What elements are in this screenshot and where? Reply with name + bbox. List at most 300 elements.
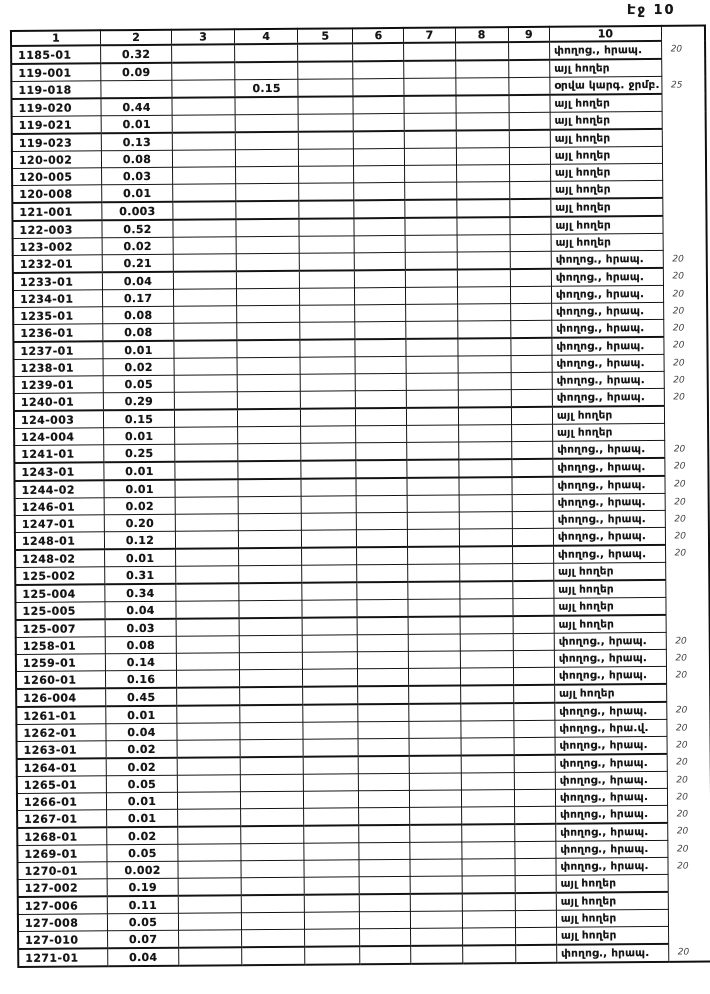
parcel-code: 1238-01 <box>14 359 104 377</box>
empty-cell <box>298 79 353 97</box>
area-value: 0.07 <box>107 930 178 948</box>
empty-cell <box>510 251 551 269</box>
empty-cell <box>510 235 551 252</box>
area-value: 0.003 <box>102 202 173 221</box>
empty-cell <box>407 460 458 478</box>
empty-cell <box>411 893 462 911</box>
column-header: 5 <box>298 28 353 43</box>
empty-cell <box>176 618 239 636</box>
empty-cell <box>461 773 514 790</box>
empty-cell <box>405 148 456 165</box>
parcel-code: 1248-01 <box>15 532 105 550</box>
empty-cell <box>408 529 459 547</box>
empty-cell <box>358 738 409 756</box>
empty-cell <box>515 893 556 911</box>
parcel-code: 1268-01 <box>17 827 107 845</box>
empty-cell <box>510 338 551 356</box>
col4-value <box>237 322 300 340</box>
empty-cell <box>302 617 357 635</box>
margin-annotation: 20 <box>673 391 686 402</box>
empty-cell <box>300 340 355 358</box>
empty-cell <box>513 667 554 685</box>
empty-cell <box>175 479 238 497</box>
margin-annotation <box>662 111 706 130</box>
empty-cell <box>354 236 405 253</box>
empty-cell <box>515 927 556 945</box>
empty-cell <box>175 514 238 531</box>
land-use-label: այլ հողեր <box>550 146 662 164</box>
empty-cell <box>300 270 355 288</box>
margin-annotation <box>666 614 710 633</box>
empty-cell <box>508 42 549 60</box>
empty-cell <box>406 321 457 339</box>
col4-value <box>241 826 304 844</box>
empty-cell <box>177 653 240 670</box>
empty-cell <box>457 269 510 287</box>
parcel-code: 1262-01 <box>16 724 106 742</box>
margin-annotation: 20 <box>672 271 685 282</box>
land-use-label: փողոց., հրապ. <box>555 805 667 823</box>
empty-cell <box>509 147 550 164</box>
empty-cell <box>460 685 513 703</box>
empty-cell <box>515 910 556 927</box>
empty-cell <box>302 600 357 618</box>
land-use-label: փողոց., հրապ. <box>555 788 667 806</box>
area-value: 0.04 <box>105 601 176 619</box>
area-value: 0.14 <box>105 654 176 672</box>
area-value: 0.02 <box>103 358 174 376</box>
empty-cell <box>459 529 512 547</box>
land-use-label: այլ հողեր <box>556 892 668 910</box>
col4-value <box>238 479 301 497</box>
empty-cell <box>359 773 410 790</box>
area-value: 0.01 <box>103 341 174 359</box>
parcel-code: 124-004 <box>14 428 104 446</box>
empty-cell <box>173 150 236 167</box>
parcel-code: 120-002 <box>12 151 102 169</box>
area-value: 0.08 <box>105 636 176 654</box>
empty-cell <box>511 389 552 407</box>
empty-cell <box>176 531 239 549</box>
empty-cell <box>458 373 511 390</box>
parcel-code: 1264-01 <box>17 759 107 777</box>
header-margin-spacer <box>661 25 705 41</box>
col4-value <box>241 895 304 913</box>
empty-cell <box>301 496 356 513</box>
empty-cell <box>462 859 515 876</box>
area-value: 0.31 <box>105 566 176 584</box>
parcel-code: 125-007 <box>16 619 106 637</box>
empty-cell <box>457 321 510 339</box>
parcel-code: 125-002 <box>15 567 105 585</box>
empty-cell <box>408 582 459 600</box>
margin-annotation <box>668 926 710 945</box>
empty-cell <box>513 598 554 616</box>
empty-cell <box>356 408 407 426</box>
margin-annotation: 20 <box>675 669 688 680</box>
empty-cell <box>174 306 237 323</box>
land-use-label: փողոց., հրապ. <box>552 319 664 337</box>
empty-cell <box>459 581 512 599</box>
empty-cell <box>355 252 406 270</box>
margin-annotation <box>662 146 706 164</box>
empty-cell <box>509 130 550 148</box>
land-use-label: այլ հողեր <box>551 180 663 198</box>
empty-cell <box>298 96 353 114</box>
col4-value <box>240 791 303 808</box>
empty-cell <box>460 703 513 721</box>
empty-cell <box>354 131 405 149</box>
empty-cell <box>358 652 409 669</box>
area-value: 0.29 <box>103 392 174 410</box>
empty-cell <box>408 495 459 512</box>
land-use-label: փողոց., հրապ. <box>556 858 668 876</box>
empty-cell <box>357 582 408 600</box>
empty-cell <box>457 338 510 356</box>
empty-cell <box>359 876 410 894</box>
empty-cell <box>358 721 409 738</box>
empty-cell <box>354 165 405 182</box>
empty-cell <box>409 738 460 756</box>
empty-cell <box>303 686 358 704</box>
col4-value <box>238 461 301 479</box>
land-use-label: փողոց., հրապ. <box>552 354 664 372</box>
area-value: 0.25 <box>104 445 175 463</box>
empty-cell <box>304 791 359 808</box>
empty-cell <box>512 494 553 511</box>
empty-cell <box>353 61 404 79</box>
col4-value <box>238 513 301 530</box>
parcel-code: 119-018 <box>11 81 101 99</box>
empty-cell <box>299 236 354 253</box>
empty-cell <box>178 895 241 913</box>
empty-cell <box>305 912 360 929</box>
empty-cell <box>406 304 457 321</box>
empty-cell <box>456 130 509 148</box>
empty-cell <box>304 825 359 843</box>
empty-cell <box>355 321 406 339</box>
col4-value <box>235 62 298 80</box>
land-use-label: այլ հողեր <box>556 909 668 927</box>
land-use-label: փողոց., հրապ. <box>553 545 665 563</box>
empty-cell <box>406 270 457 288</box>
empty-cell <box>410 807 461 825</box>
margin-annotation <box>666 597 710 616</box>
empty-cell <box>514 737 555 755</box>
land-use-label: այլ հողեր <box>550 94 662 112</box>
empty-cell <box>359 842 410 859</box>
margin-annotation: 20 <box>674 444 686 455</box>
margin-annotation: 20 <box>676 791 689 802</box>
empty-cell <box>179 947 242 965</box>
empty-cell <box>179 930 242 948</box>
parcel-code: 1259-01 <box>16 654 106 672</box>
col4-value <box>238 444 301 462</box>
empty-cell <box>410 859 461 876</box>
empty-cell <box>405 182 456 200</box>
land-use-label: այլ հողեր <box>554 597 666 615</box>
empty-cell <box>404 78 455 96</box>
parcel-code: 1237-01 <box>13 342 103 360</box>
area-value: 0.08 <box>103 306 174 324</box>
parcel-code: 1260-01 <box>16 671 106 689</box>
table-container <box>10 25 710 968</box>
empty-cell <box>357 599 408 617</box>
col4-value <box>237 288 300 305</box>
empty-cell <box>299 183 354 201</box>
empty-cell <box>456 95 509 113</box>
empty-cell <box>405 165 456 182</box>
area-value: 0.03 <box>105 619 176 637</box>
empty-cell <box>300 322 355 340</box>
empty-cell <box>172 80 235 98</box>
parcel-code: 1269-01 <box>17 845 107 863</box>
empty-cell <box>510 320 551 338</box>
land-use-label: այլ հողեր <box>550 111 662 129</box>
empty-cell <box>303 704 358 722</box>
empty-cell <box>406 252 457 270</box>
empty-cell <box>510 269 551 287</box>
empty-cell <box>407 478 458 496</box>
area-value: 0.08 <box>103 323 174 341</box>
parcel-code: 125-005 <box>15 602 105 620</box>
empty-cell <box>407 373 458 390</box>
empty-cell <box>458 459 511 477</box>
col4-value <box>236 219 299 237</box>
empty-cell <box>305 929 360 947</box>
col4-value <box>239 583 302 601</box>
margin-annotation: 20 <box>676 808 689 819</box>
area-value: 0.05 <box>107 844 178 862</box>
table-body <box>11 41 710 967</box>
empty-cell <box>409 703 460 721</box>
empty-cell <box>407 442 458 460</box>
land-use-label: այլ հողեր <box>552 406 664 424</box>
empty-cell <box>177 740 240 758</box>
col4-value <box>237 409 300 427</box>
empty-cell <box>302 565 357 583</box>
empty-cell <box>410 824 461 842</box>
empty-cell <box>406 356 457 373</box>
empty-cell <box>175 444 238 462</box>
empty-cell <box>509 95 550 113</box>
empty-cell <box>175 409 238 427</box>
parcel-code: 124-003 <box>14 410 104 428</box>
col4-value <box>237 357 300 374</box>
empty-cell <box>300 374 355 391</box>
col4-value <box>240 669 303 687</box>
land-use-label: փողոց., հրապ. <box>555 754 667 772</box>
area-value: 0.01 <box>101 115 172 133</box>
empty-cell <box>410 790 461 807</box>
empty-cell <box>514 755 555 773</box>
cadastre-table <box>10 25 710 968</box>
column-header: 7 <box>404 28 455 43</box>
area-value: 0.21 <box>102 254 173 272</box>
empty-cell <box>360 911 411 928</box>
empty-cell <box>459 495 512 512</box>
empty-cell <box>404 61 455 79</box>
col4-value <box>239 565 302 583</box>
empty-cell <box>360 946 411 964</box>
empty-cell <box>174 271 237 289</box>
margin-annotation <box>664 405 708 424</box>
parcel-code: 119-021 <box>12 116 102 134</box>
empty-cell <box>304 774 359 791</box>
empty-cell <box>174 358 237 375</box>
land-use-label: փողոց., հրապ. <box>553 493 665 511</box>
empty-cell <box>358 668 409 686</box>
empty-cell <box>177 687 240 705</box>
area-value: 0.16 <box>105 670 176 688</box>
empty-cell <box>357 529 408 547</box>
margin-annotation: 20 <box>677 946 690 958</box>
col4-value <box>240 687 303 705</box>
area-value: 0.02 <box>106 758 177 776</box>
empty-cell <box>456 199 509 217</box>
empty-cell <box>304 843 359 860</box>
empty-cell <box>405 131 456 149</box>
empty-cell <box>511 407 552 425</box>
empty-cell <box>178 844 241 861</box>
empty-cell <box>355 373 406 390</box>
empty-cell <box>173 219 236 237</box>
area-value: 0.002 <box>107 862 178 880</box>
empty-cell <box>298 43 353 61</box>
area-value: 0.17 <box>102 289 173 307</box>
empty-cell <box>508 60 549 78</box>
empty-cell <box>355 270 406 288</box>
empty-cell <box>512 563 553 581</box>
col4-value <box>240 722 303 739</box>
empty-cell <box>461 738 514 756</box>
land-use-label: փողոց., հրապ. <box>552 302 664 320</box>
empty-cell <box>459 564 512 582</box>
empty-cell <box>178 809 241 827</box>
empty-cell <box>509 112 550 130</box>
land-use-label: փողոց., հրապ. <box>554 632 666 650</box>
parcel-code: 1232-01 <box>13 255 103 273</box>
empty-cell <box>358 686 409 704</box>
empty-cell <box>460 721 513 738</box>
empty-cell <box>177 758 240 776</box>
empty-cell <box>178 878 241 896</box>
parcel-code: 127-002 <box>18 879 108 897</box>
empty-cell <box>303 739 358 757</box>
parcel-code: 1235-01 <box>13 307 103 325</box>
empty-cell <box>300 305 355 322</box>
empty-cell <box>461 790 514 807</box>
area-value: 0.52 <box>102 220 173 238</box>
empty-cell <box>299 149 354 166</box>
empty-cell <box>513 616 554 634</box>
land-use-label: փողոց., հրապ. <box>553 476 665 494</box>
column-header: 2 <box>100 30 171 46</box>
empty-cell <box>514 824 555 842</box>
parcel-code: 1244-02 <box>14 480 104 498</box>
margin-annotation: 20 <box>673 357 686 368</box>
land-use-label: այլ հողեր <box>552 423 664 441</box>
margin-annotation <box>668 909 710 927</box>
area-value: 0.03 <box>101 167 172 185</box>
empty-cell <box>458 390 511 408</box>
margin-annotation: 20 <box>677 860 689 872</box>
empty-cell <box>458 356 511 373</box>
land-use-label: փողոց., հրա.վ. <box>555 719 667 737</box>
land-use-label: այլ հողեր <box>551 198 663 217</box>
empty-cell <box>357 617 408 635</box>
empty-cell <box>455 60 508 78</box>
empty-cell <box>356 478 407 496</box>
empty-cell <box>405 218 456 236</box>
empty-cell <box>357 547 408 565</box>
empty-cell <box>303 757 358 775</box>
col4-value <box>239 600 302 618</box>
col4-value: 0.15 <box>235 79 298 97</box>
empty-cell <box>176 583 239 601</box>
area-value: 0.01 <box>106 706 177 724</box>
col4-value <box>235 44 298 62</box>
empty-cell <box>461 824 514 842</box>
margin-annotation <box>663 233 707 251</box>
page-number-label: Էջ 10 <box>627 3 676 18</box>
margin-annotation: 20 <box>670 44 683 55</box>
empty-cell <box>177 705 240 723</box>
parcel-code: 1240-01 <box>14 393 104 411</box>
area-value: 0.44 <box>101 98 172 116</box>
land-use-label: այլ հողեր <box>554 562 666 580</box>
empty-cell <box>301 443 356 461</box>
empty-cell <box>299 132 354 150</box>
empty-cell <box>304 877 359 895</box>
parcel-code: 1236-01 <box>13 324 103 342</box>
land-use-label: այլ հողեր <box>550 163 662 181</box>
empty-cell <box>461 842 514 859</box>
empty-cell <box>512 546 553 564</box>
empty-cell <box>172 133 235 151</box>
land-use-label: փողոց., հրապ. <box>553 510 665 528</box>
margin-annotation: 20 <box>674 496 687 507</box>
parcel-code: 120-005 <box>12 168 102 186</box>
parcel-code: 1239-01 <box>14 376 104 394</box>
land-use-label: փողոց., հրապ. <box>555 702 667 720</box>
empty-cell <box>354 148 405 165</box>
empty-cell <box>462 945 515 963</box>
margin-annotation <box>661 58 705 77</box>
empty-cell <box>298 61 353 79</box>
empty-cell <box>462 928 515 946</box>
empty-cell <box>360 928 411 946</box>
parcel-code: 1243-01 <box>14 462 104 481</box>
empty-cell <box>357 564 408 582</box>
empty-cell <box>359 790 410 807</box>
empty-cell <box>460 668 513 686</box>
empty-cell <box>513 651 554 668</box>
empty-cell <box>174 323 237 341</box>
empty-cell <box>462 911 515 928</box>
col4-value <box>241 843 304 860</box>
parcel-code: 1261-01 <box>16 706 106 724</box>
parcel-code: 1234-01 <box>13 290 103 308</box>
col4-value <box>236 237 299 254</box>
parcel-code: 1270-01 <box>17 862 107 880</box>
margin-annotation: 20 <box>674 461 686 472</box>
empty-cell <box>459 477 512 495</box>
empty-cell <box>299 200 354 218</box>
margin-annotation: 25 <box>671 79 683 90</box>
empty-cell <box>359 807 410 825</box>
land-use-label: փողոց., հրապ. <box>556 823 668 841</box>
